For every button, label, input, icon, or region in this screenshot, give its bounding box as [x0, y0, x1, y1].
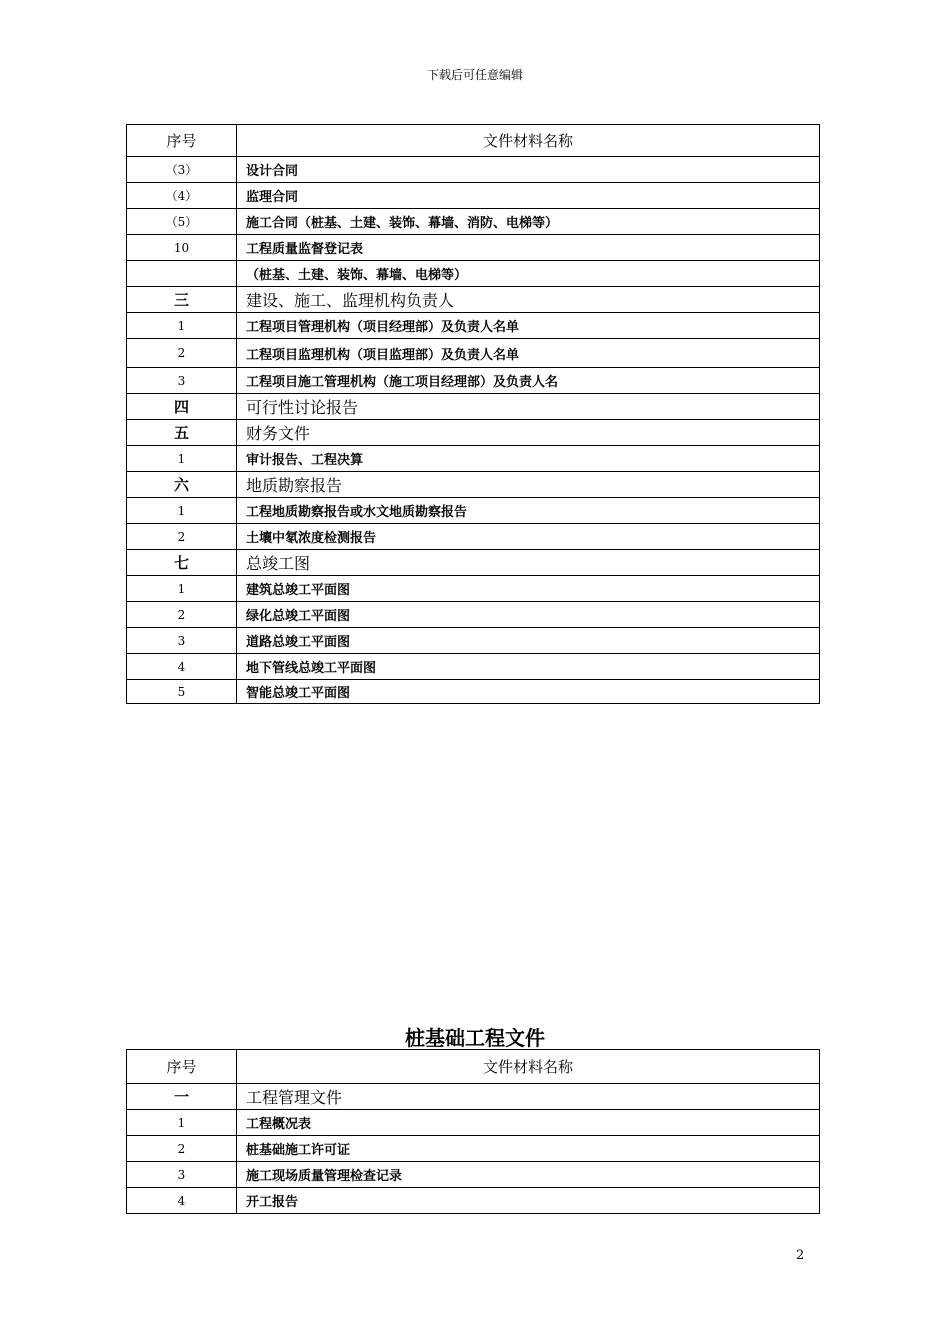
table-row — [127, 576, 820, 602]
page-number: 2 — [796, 1248, 805, 1263]
header-serial-number: 序号 — [127, 125, 237, 157]
serial-number-cell: 2 — [127, 339, 237, 368]
section-row — [127, 420, 820, 446]
table-row — [127, 261, 820, 287]
table-row — [127, 1136, 820, 1162]
file-name-cell: 道路总竣工平面图 — [237, 628, 820, 654]
serial-number-cell: 四 — [127, 394, 237, 420]
serial-number-cell: （5） — [127, 209, 237, 235]
file-name-cell: 工程管理文件 — [237, 1084, 820, 1110]
section-row — [127, 550, 820, 576]
serial-number-cell: 5 — [127, 680, 237, 704]
serial-number-cell: 五 — [127, 420, 237, 446]
file-name-cell: 工程项目施工管理机构（施工项目经理部）及负责人名 — [237, 368, 820, 394]
table-row — [127, 368, 820, 394]
header-note: 下载后可任意编辑 — [426, 68, 523, 82]
file-name-cell: 工程质量监督登记表 — [237, 235, 820, 261]
serial-number-cell: 1 — [127, 498, 237, 524]
serial-number-cell: 3 — [127, 368, 237, 394]
serial-number-cell: 六 — [127, 472, 237, 498]
section-title: 桩基础工程文件 — [405, 1026, 545, 1050]
header-file-name: 文件材料名称 — [237, 125, 820, 157]
serial-number-cell: 七 — [127, 550, 237, 576]
serial-number-cell: 4 — [127, 654, 237, 680]
section-row — [127, 394, 820, 420]
serial-number-cell: 2 — [127, 602, 237, 628]
file-name-cell: 审计报告、工程决算 — [237, 446, 820, 472]
file-name-cell: （桩基、土建、装饰、幕墙、电梯等） — [237, 261, 820, 287]
table-row — [127, 446, 820, 472]
serial-number-cell: （4） — [127, 183, 237, 209]
table-row — [127, 209, 820, 235]
table-header-row — [127, 125, 820, 157]
serial-number-cell: 1 — [127, 1110, 237, 1136]
serial-number-cell: 一 — [127, 1084, 237, 1110]
serial-number-cell: 三 — [127, 287, 237, 313]
file-name-cell: 监理合同 — [237, 183, 820, 209]
file-name-cell: 工程地质勘察报告或水文地质勘察报告 — [237, 498, 820, 524]
file-name-cell: 设计合同 — [237, 157, 820, 183]
file-name-cell: 工程项目监理机构（项目监理部）及负责人名单 — [237, 339, 820, 368]
file-name-cell: 建设、施工、监理机构负责人 — [237, 287, 820, 313]
table-row — [127, 183, 820, 209]
file-name-cell: 可行性讨论报告 — [237, 394, 820, 420]
table-row — [127, 313, 820, 339]
table-row — [127, 1162, 820, 1188]
file-name-cell: 工程项目管理机构（项目经理部）及负责人名单 — [237, 313, 820, 339]
file-list-table-body — [127, 125, 820, 704]
serial-number-cell: 3 — [127, 1162, 237, 1188]
table-row — [127, 235, 820, 261]
table-row — [127, 628, 820, 654]
file-name-cell: 总竣工图 — [237, 550, 820, 576]
file-name-cell: 施工现场质量管理检查记录 — [237, 1162, 820, 1188]
serial-number-cell: 2 — [127, 1136, 237, 1162]
table-row — [127, 1188, 820, 1214]
file-name-cell: 桩基础施工许可证 — [237, 1136, 820, 1162]
table-row — [127, 157, 820, 183]
table-row — [127, 680, 820, 704]
file-name-cell: 智能总竣工平面图 — [237, 680, 820, 704]
serial-number-cell: 1 — [127, 313, 237, 339]
serial-number-cell — [127, 261, 237, 287]
file-name-cell: 施工合同（桩基、土建、装饰、幕墙、消防、电梯等） — [237, 209, 820, 235]
file-name-cell: 财务文件 — [237, 420, 820, 446]
header-serial-number: 序号 — [127, 1050, 237, 1084]
file-name-cell: 地下管线总竣工平面图 — [237, 654, 820, 680]
serial-number-cell: 2 — [127, 524, 237, 550]
serial-number-cell: 4 — [127, 1188, 237, 1214]
section-row — [127, 472, 820, 498]
serial-number-cell: （3） — [127, 157, 237, 183]
section-row — [127, 287, 820, 313]
table-row — [127, 654, 820, 680]
file-name-cell: 工程概况表 — [237, 1110, 820, 1136]
file-name-cell: 地质勘察报告 — [237, 472, 820, 498]
serial-number-cell: 1 — [127, 576, 237, 602]
section-row — [127, 1084, 820, 1110]
file-name-cell: 绿化总竣工平面图 — [237, 602, 820, 628]
serial-number-cell: 10 — [127, 235, 237, 261]
file-name-cell: 建筑总竣工平面图 — [237, 576, 820, 602]
file-name-cell: 开工报告 — [237, 1188, 820, 1214]
table-row — [127, 1110, 820, 1136]
header-file-name: 文件材料名称 — [237, 1050, 820, 1084]
file-list-table — [126, 124, 820, 704]
table-row — [127, 602, 820, 628]
table-header-row — [127, 1050, 820, 1084]
pile-foundation-table — [126, 1049, 820, 1214]
pile-foundation-table-body — [127, 1050, 820, 1214]
table-row — [127, 524, 820, 550]
file-name-cell: 土壤中氡浓度检测报告 — [237, 524, 820, 550]
serial-number-cell: 3 — [127, 628, 237, 654]
table-row — [127, 339, 820, 368]
serial-number-cell: 1 — [127, 446, 237, 472]
table-row — [127, 498, 820, 524]
